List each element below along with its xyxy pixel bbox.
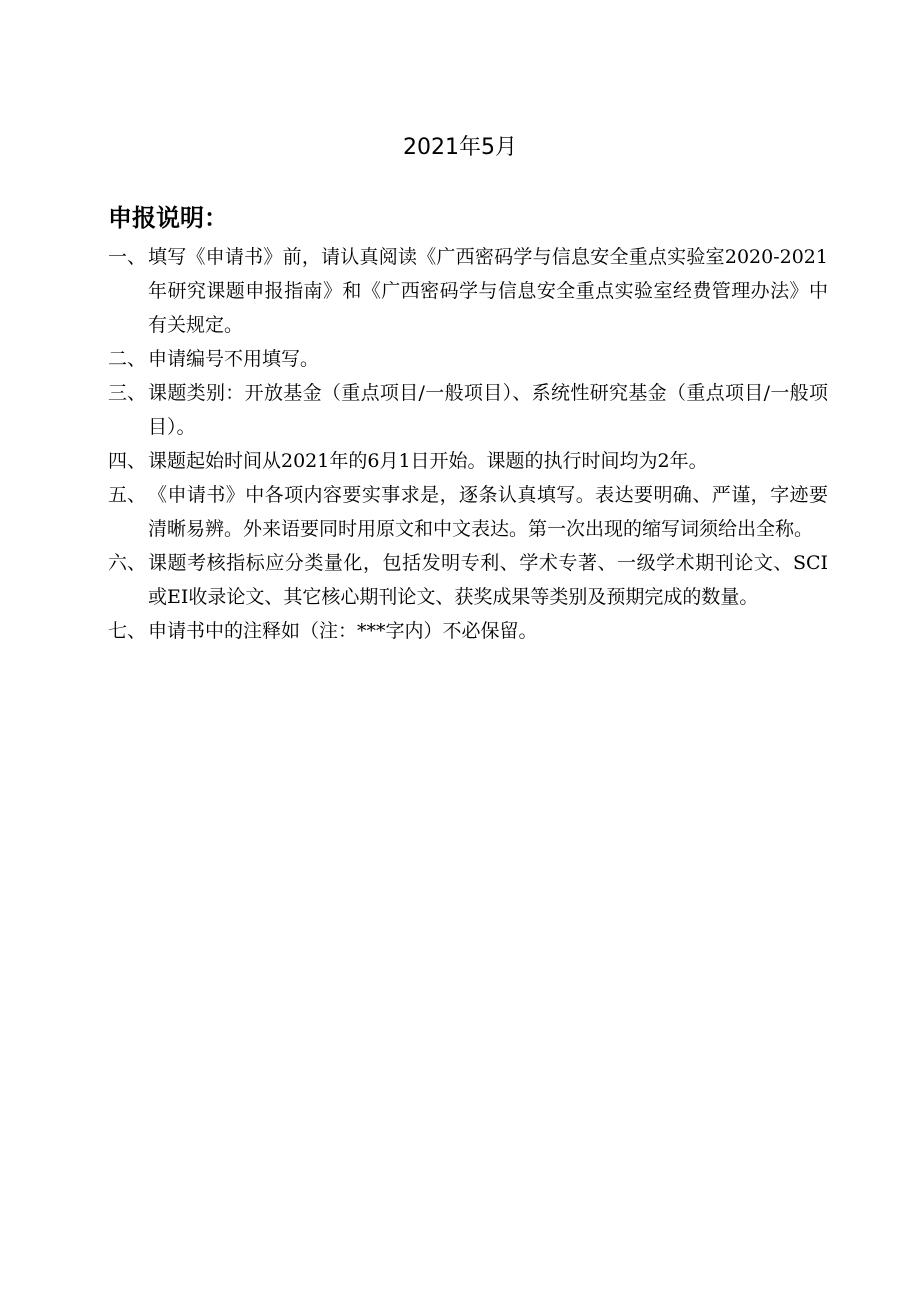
item-number: 五、 [108,484,147,506]
item-number: 六、 [108,552,147,574]
item-text: 申请书中的注释如（注：***字内）不必保留。 [148,620,538,642]
instruction-item-5 [108,478,828,546]
item-number: 一、 [108,246,147,268]
item-text: 课题起始时间从2021年的6月1日开始。课题的执行时间均为2年。 [148,450,708,472]
item-number: 七、 [108,620,147,642]
item-text: 课题类别：开放基金（重点项目/一般项目）、系统性研究基金（重点项目/一般项目）。 [148,382,828,438]
instruction-item-4 [108,444,828,478]
instruction-item-6 [108,546,828,614]
instruction-list [108,240,828,648]
item-number: 四、 [108,450,147,472]
instruction-item-3 [108,376,828,444]
item-number: 三、 [108,382,147,404]
instruction-item-1 [108,240,828,342]
document-date: 2021年5月 [403,135,517,160]
item-text: 《申请书》中各项内容要实事求是，逐条认真填写。表达要明确、严谨，字迹要清晰易辨。外来语要同时用原文和中文表达。第一次出现的缩写词须给出全称。 [148,484,828,540]
item-text: 课题考核指标应分类量化，包括发明专利、学术专著、一级学术期刊论文、SCI或EI收录论文、其它核心期刊论文、获奖成果等类别及预期完成的数量。 [148,552,828,608]
item-text: 申请编号不用填写。 [148,348,320,370]
section-heading: 申报说明： [108,204,228,232]
instruction-item-2 [108,342,828,376]
item-number: 二、 [108,348,147,370]
item-text: 填写《申请书》前，请认真阅读《广西密码学与信息安全重点实验室2020-2021年研究课题申报指南》和《广西密码学与信息安全重点实验室经费管理办法》中有关规定。 [148,246,828,336]
instruction-item-7 [108,614,828,648]
